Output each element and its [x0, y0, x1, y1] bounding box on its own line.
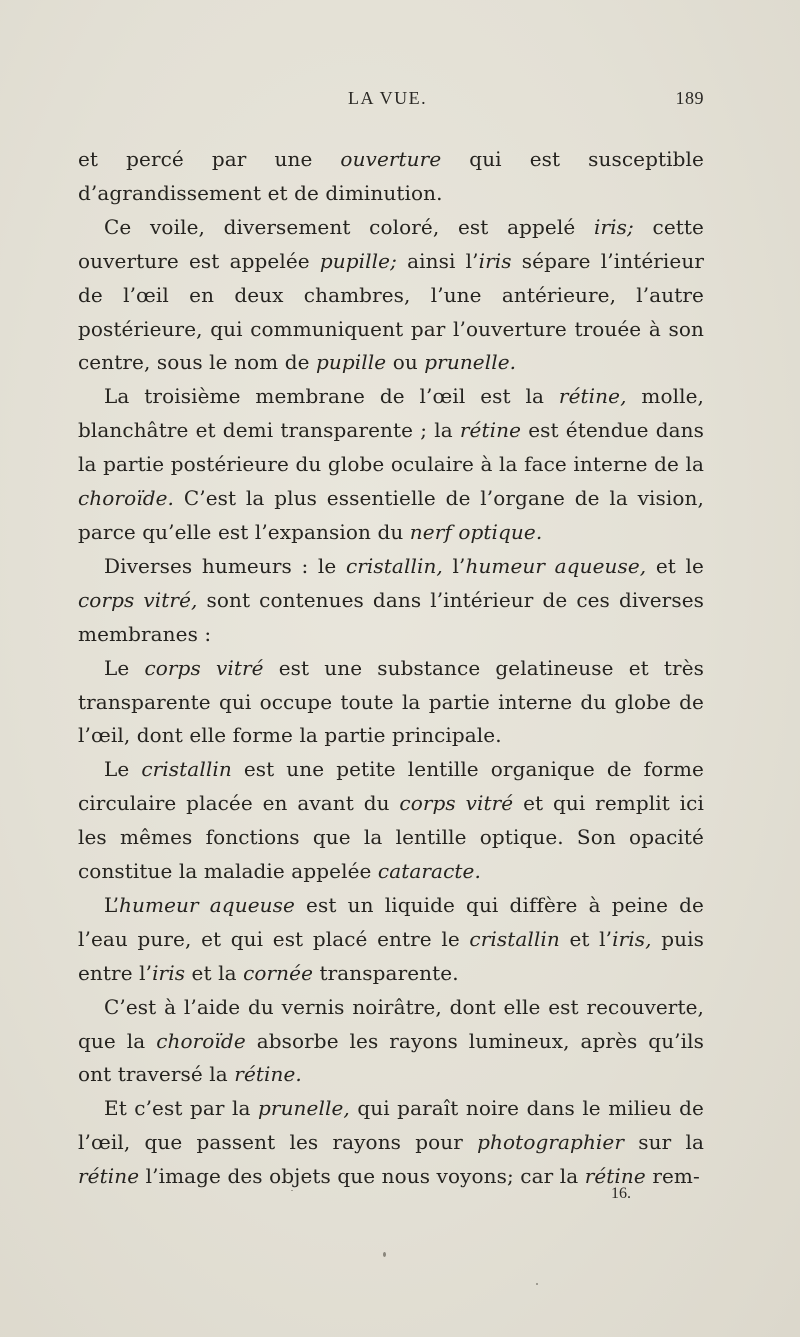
text-run: est étendue dans la partie postérieure du globe oculaire à la face interne de la	[78, 418, 704, 477]
text-run: qui paraît noire dans le milieu de l’œil, que passent les rayons pour	[78, 1096, 704, 1155]
text-run: est un liquide qui diffère à peine de l’eau pure, et qui est placé entre le	[78, 892, 704, 951]
italic-term: cornée	[243, 960, 314, 985]
text-run: absorbe les rayons lumineux, après qu’ils ont traversé la	[78, 1028, 704, 1087]
text-run: Le	[104, 655, 145, 680]
paragraph	[78, 550, 704, 652]
text-run: est une petite lentille organique de forme circulaire placée en avant du	[78, 757, 704, 816]
italic-term: ouverture	[340, 147, 442, 171]
paragraph	[78, 143, 704, 211]
text-run: rem-	[645, 1164, 700, 1189]
paragraph	[78, 652, 704, 754]
italic-term: nerf optique.	[409, 519, 543, 544]
italic-term: cristallin	[469, 926, 560, 951]
italic-term: choroïde	[156, 1028, 246, 1053]
italic-term: humeur aqueuse	[119, 892, 295, 917]
italic-term: pupille	[316, 350, 387, 375]
text-run: est une substance gelatineuse et très transparente qui occupe toute la partie interne du globe de l’œil, dont elle forme la partie principale.	[78, 655, 704, 748]
text-run: et le	[646, 553, 704, 578]
text-run: sépare l’intérieur de l’œil en deux chambres, l’une antérieure, l’autre postérieure, qui communiquent par l’ouverture trouée à son centre, sous le nom de	[78, 248, 705, 375]
paragraph	[78, 889, 704, 991]
text-run: sur la	[624, 1130, 704, 1155]
italic-term: iris;	[594, 214, 634, 239]
paper-speck	[536, 1283, 538, 1285]
italic-term: choroïde.	[78, 486, 175, 511]
italic-term: corps vitré	[399, 791, 514, 816]
italic-term: iris	[152, 960, 186, 985]
text-run: C’est à l’aide du vernis noirâtre, dont elle est recouverte, que la	[78, 994, 704, 1053]
italic-term: rétine	[584, 1164, 646, 1189]
italic-term: prunelle,	[258, 1096, 350, 1121]
text-run: Le	[104, 757, 142, 782]
italic-term: iris,	[612, 926, 652, 951]
page-number: 189	[675, 88, 704, 108]
text-run: ainsi l’	[396, 248, 479, 273]
italic-term: photographier	[477, 1130, 625, 1155]
paper-speck	[383, 1252, 386, 1257]
italic-term: rétine	[78, 1164, 140, 1189]
text-run: l’	[442, 553, 466, 578]
italic-term: cataracte.	[377, 859, 481, 884]
text-run: La troisième membrane de l’œil est la	[104, 384, 559, 409]
italic-term: humeur aqueuse,	[465, 553, 647, 578]
italic-term: cristallin,	[345, 553, 443, 578]
paper-speck	[291, 1190, 293, 1191]
italic-term: rétine	[459, 418, 522, 443]
text-run: et percé par une	[78, 147, 341, 171]
italic-term: rétine,	[558, 384, 627, 409]
text-run: l’image des objets que nous voyons; car la	[139, 1164, 585, 1189]
italic-term: iris	[478, 248, 512, 273]
italic-term: corps vitré	[144, 655, 264, 680]
italic-term: pupille;	[319, 248, 397, 273]
text-run: cette ouverture est appelée	[78, 214, 704, 273]
text-run: ou	[386, 350, 425, 375]
paragraph	[78, 991, 704, 1093]
italic-term: cristallin	[141, 757, 232, 782]
paragraph	[78, 753, 704, 889]
text-run: L’	[104, 892, 120, 917]
italic-term: rétine.	[234, 1062, 302, 1087]
text-run: Et c’est par la	[104, 1096, 259, 1121]
text-run: transparente.	[313, 960, 459, 985]
italic-term: prunelle.	[424, 350, 517, 375]
text-run: et l’	[559, 926, 613, 951]
text-run: molle, blanchâtre et demi transparente ; la	[78, 384, 704, 443]
text-run: et la	[185, 960, 244, 985]
text-run: sont contenues dans l’intérieur de ces diverses membranes :	[78, 587, 704, 646]
text-run: Ce voile, diversement coloré, est appelé	[104, 214, 594, 239]
text-run: Diverses humeurs : le	[104, 553, 346, 578]
paragraph	[78, 380, 704, 550]
running-title: LA VUE.	[348, 88, 428, 108]
paragraph	[78, 211, 704, 381]
paragraph	[78, 1092, 704, 1194]
signature-mark: 16.	[611, 1185, 631, 1202]
text-run: et qui remplit ici les mêmes fonctions que la lentille optique. Son opacité constitue la maladie appelée	[78, 791, 704, 884]
italic-term: corps vitré,	[78, 587, 198, 612]
text-run: puis entre l’	[78, 926, 704, 985]
body-text	[78, 143, 704, 1194]
page-header	[78, 88, 704, 112]
text-run: qui est susceptible d’agrandissement et de diminution.	[78, 147, 704, 205]
text-run: C’est la plus essentielle de l’organe de la vision, parce qu’elle est l’expansion du	[78, 486, 704, 544]
